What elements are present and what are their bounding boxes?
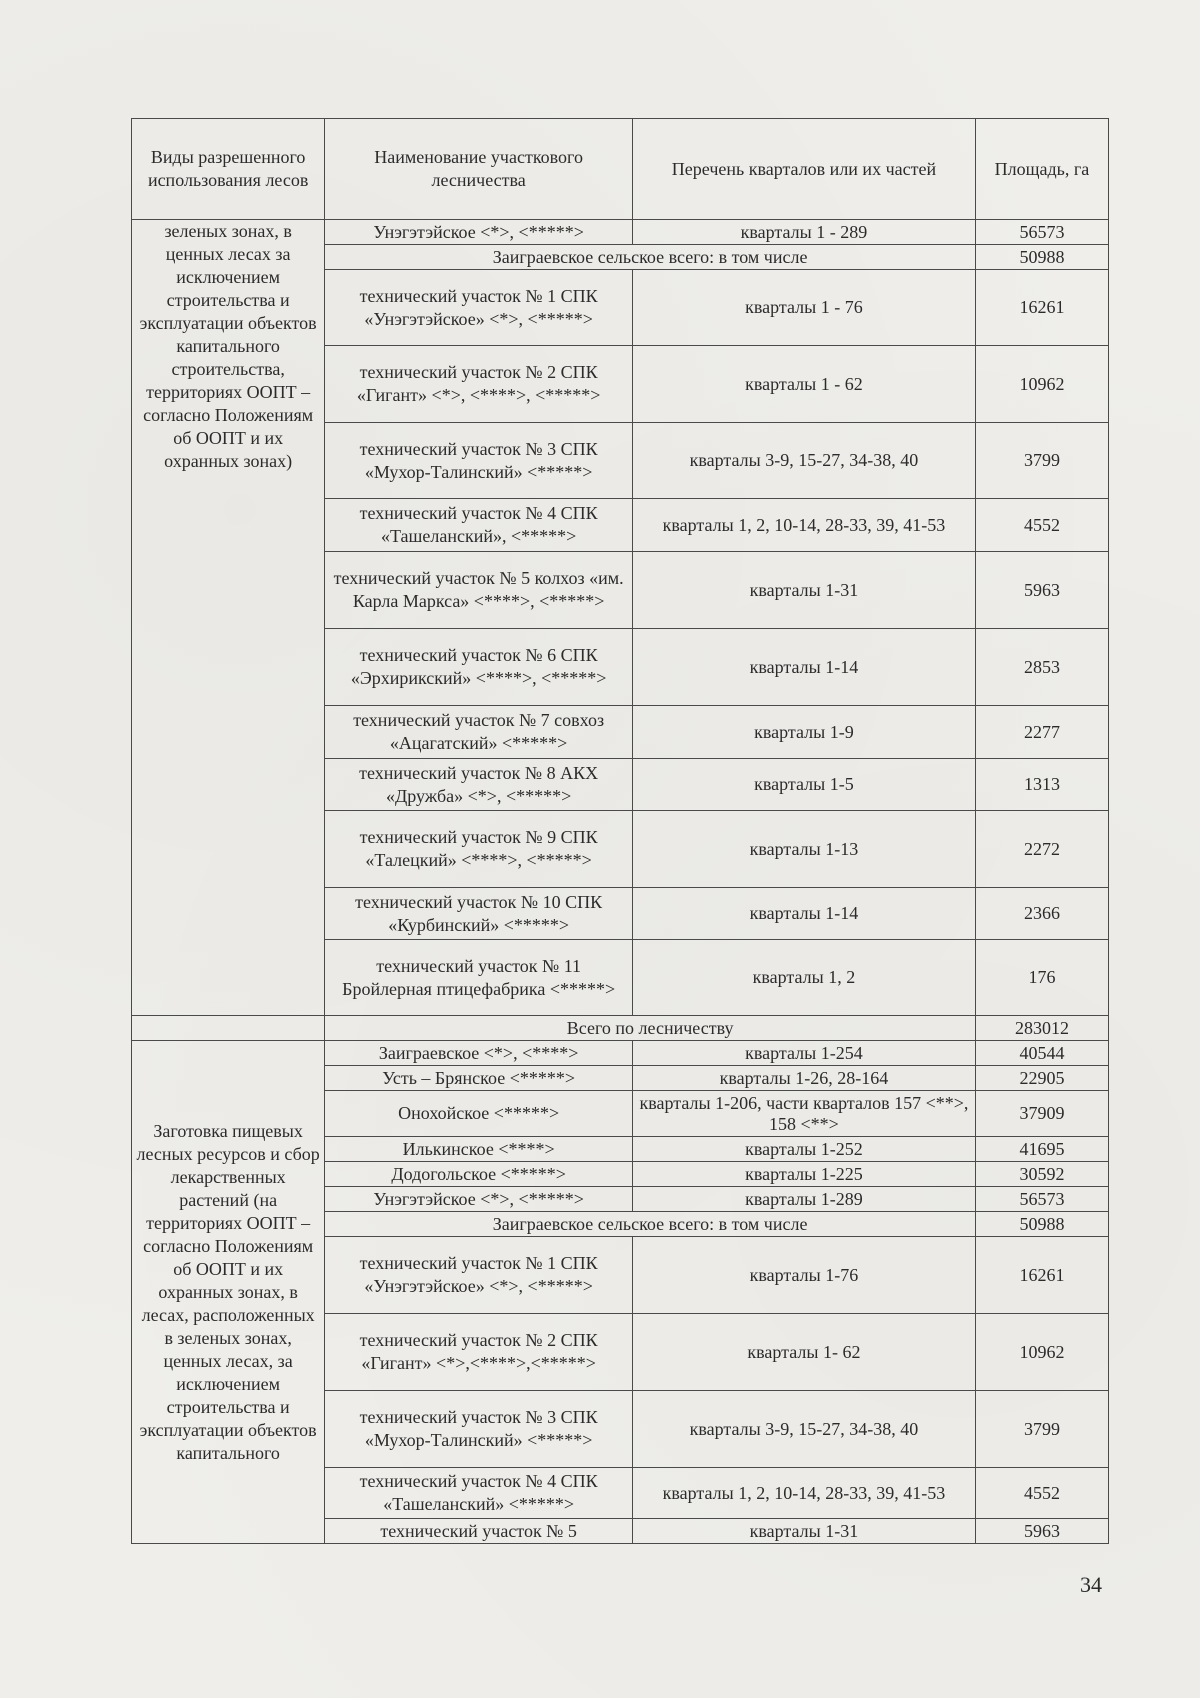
area-cell: 4552 [975,1468,1108,1519]
quarters-cell: кварталы 1-31 [632,552,975,629]
area-cell: 22905 [975,1066,1108,1091]
use-type-cell: зеленых зонах, в ценных лесах за исключением строительства и эксплуатации объектов капитального строительства, территориях ООПТ – согласно Положениям об ООПТ и их охранных зонах) [132,220,325,1016]
area-cell: 16261 [975,1237,1108,1314]
forestry-name-cell: технический участок № 5 колхоз «им. Карла Маркса» <****>, <*****> [325,552,633,629]
table-row [132,220,1109,245]
quarters-cell: кварталы 1-14 [632,888,975,940]
quarters-cell: кварталы 1-9 [632,706,975,759]
quarters-cell: кварталы 1-252 [632,1137,975,1162]
area-cell: 2277 [975,706,1108,759]
quarters-cell: кварталы 1- 62 [632,1314,975,1391]
area-cell: 10962 [975,346,1108,423]
area-cell: 3799 [975,423,1108,499]
quarters-cell: кварталы 1-31 [632,1519,975,1544]
quarters-cell: кварталы 1-13 [632,811,975,888]
area-cell: 10962 [975,1314,1108,1391]
area-cell: 40544 [975,1041,1108,1066]
area-cell: 2366 [975,888,1108,940]
header-use-type: Виды разрешенного использования лесов [132,119,325,220]
header-area: Площадь, га [975,119,1108,220]
quarters-cell: кварталы 3-9, 15-27, 34-38, 40 [632,423,975,499]
forestry-name-cell: технический участок № 1 СПК «Унэгэтэйское» <*>, <*****> [325,270,633,346]
header-forestry-name: Наименование участкового лесничества [325,119,633,220]
area-cell: 50988 [975,1212,1108,1237]
quarters-cell: кварталы 1-14 [632,629,975,706]
total-row [132,1016,1109,1041]
forestry-name-cell: Додогольское <*****> [325,1162,633,1187]
area-cell: 41695 [975,1137,1108,1162]
forestry-name-cell: технический участок № 7 совхоз «Ацагатский» <*****> [325,706,633,759]
area-cell: 5963 [975,552,1108,629]
quarters-cell: кварталы 1-254 [632,1041,975,1066]
table-row [132,1041,1109,1066]
area-cell: 56573 [975,1187,1108,1212]
forestry-name-cell: технический участок № 10 СПК «Курбинский» <*****> [325,888,633,940]
forestry-name-cell: технический участок № 6 СПК «Эрхирикский» <****>, <*****> [325,629,633,706]
forestry-table [131,118,1109,1544]
quarters-cell: кварталы 1-206, части кварталов 157 <**>, 158 <**> [632,1091,975,1137]
subtotal-label: Заиграевское сельское всего: в том числе [325,245,976,270]
forestry-name-cell: технический участок № 2 СПК «Гигант» <*>,<****>,<*****> [325,1314,633,1391]
forestry-name-cell: технический участок № 2 СПК «Гигант» <*>, <****>, <*****> [325,346,633,423]
quarters-cell: кварталы 1-225 [632,1162,975,1187]
forestry-name-cell: Унэгэтэйское <*>, <*****> [325,220,633,245]
area-cell: 1313 [975,759,1108,811]
area-cell: 56573 [975,220,1108,245]
quarters-cell: кварталы 1, 2, 10-14, 28-33, 39, 41-53 [632,499,975,552]
forestry-name-cell: Онохойское <*****> [325,1091,633,1137]
quarters-cell: кварталы 1, 2 [632,940,975,1016]
quarters-cell: кварталы 3-9, 15-27, 34-38, 40 [632,1391,975,1468]
quarters-cell: кварталы 1-26, 28-164 [632,1066,975,1091]
forestry-name-cell: технический участок № 8 АКХ «Дружба» <*>, <*****> [325,759,633,811]
forestry-name-cell: технический участок № 3 СПК «Мухор-Талинский» <*****> [325,1391,633,1468]
area-cell: 37909 [975,1091,1108,1137]
forestry-name-cell: технический участок № 11 Бройлерная птицефабрика <*****> [325,940,633,1016]
quarters-cell: кварталы 1-289 [632,1187,975,1212]
area-cell: 5963 [975,1519,1108,1544]
quarters-cell: кварталы 1 - 62 [632,346,975,423]
forestry-name-cell: технический участок № 4 СПК «Ташеланский», <*****> [325,499,633,552]
forestry-name-cell: технический участок № 3 СПК «Мухор-Талинский» <*****> [325,423,633,499]
forestry-name-cell: технический участок № 9 СПК «Талецкий» <****>, <*****> [325,811,633,888]
area-cell: 3799 [975,1391,1108,1468]
area-cell: 2272 [975,811,1108,888]
forestry-name-cell: Заиграевское <*>, <****> [325,1041,633,1066]
subtotal-label: Заиграевское сельское всего: в том числе [325,1212,976,1237]
forestry-name-cell: Илькинское <****> [325,1137,633,1162]
table-header-row [132,119,1109,220]
quarters-cell: кварталы 1-76 [632,1237,975,1314]
area-cell: 16261 [975,270,1108,346]
forestry-name-cell: технический участок № 1 СПК «Унэгэтэйское» <*>, <*****> [325,1237,633,1314]
page-number: 34 [1080,1572,1102,1597]
total-label: Всего по лесничеству [325,1016,976,1041]
quarters-cell: кварталы 1, 2, 10-14, 28-33, 39, 41-53 [632,1468,975,1519]
area-cell: 2853 [975,629,1108,706]
use-type-cell: Заготовка пищевых лесных ресурсов и сбор лекарственных растений (на территориях ООПТ – согласно Положениям об ООПТ и их охранных зонах, в лесах, расположенных в зеленых зонах, ценных лесах, за исключением строительства и эксплуатации объектов капитального [132,1041,325,1544]
forestry-name-cell: Усть – Брянское <*****> [325,1066,633,1091]
quarters-cell: кварталы 1 - 76 [632,270,975,346]
forestry-name-cell: Унэгэтэйское <*>, <*****> [325,1187,633,1212]
total-area: 283012 [975,1016,1108,1041]
area-cell: 50988 [975,245,1108,270]
quarters-cell: кварталы 1-5 [632,759,975,811]
forestry-name-cell: технический участок № 4 СПК «Ташеланский» <*****> [325,1468,633,1519]
forestry-name-cell: технический участок № 5 [325,1519,633,1544]
empty-cell [132,1016,325,1041]
area-cell: 176 [975,940,1108,1016]
area-cell: 4552 [975,499,1108,552]
area-cell: 30592 [975,1162,1108,1187]
quarters-cell: кварталы 1 - 289 [632,220,975,245]
header-quarters: Перечень кварталов или их частей [632,119,975,220]
